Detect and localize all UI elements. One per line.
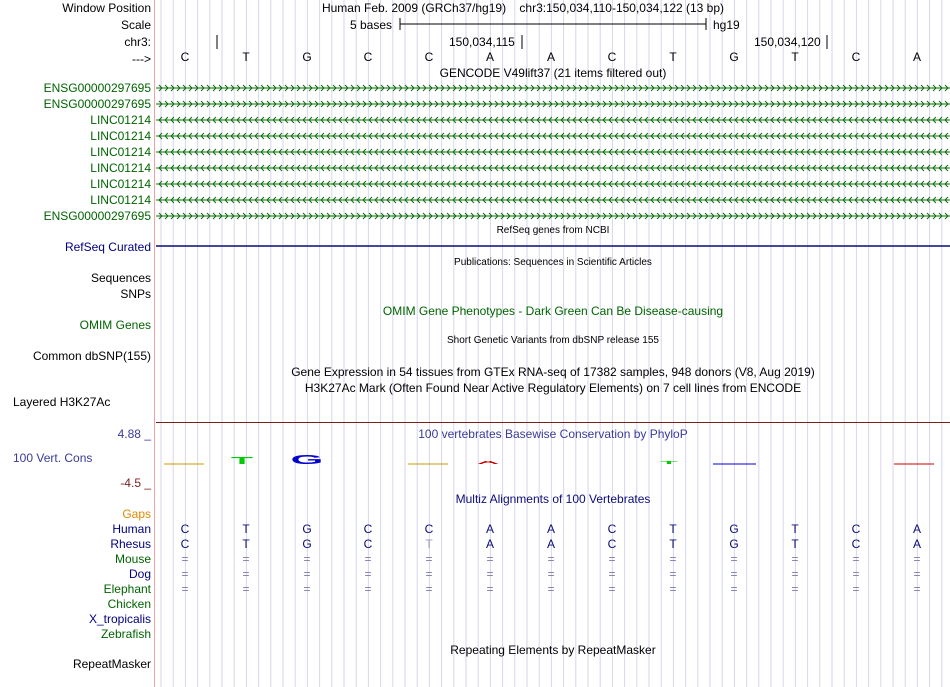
track-area[interactable] (156, 0, 950, 687)
species-zebrafish-label[interactable]: Zebrafish (100, 627, 151, 641)
gencode-title[interactable]: GENCODE V49lift37 (21 items filtered out) (439, 66, 667, 80)
identity-marker: = (242, 582, 250, 596)
human-base: C (851, 522, 861, 536)
rhesus-base: T (791, 537, 799, 551)
position-text: chr3:150,034,110-150,034,122 (13 bp) (519, 1, 725, 15)
identity-marker: = (486, 567, 494, 581)
identity-marker: = (486, 582, 494, 596)
gencode-feature-line[interactable] (156, 149, 950, 155)
identity-marker: = (669, 582, 677, 596)
human-base: C (424, 522, 434, 536)
multiz-title[interactable]: Multiz Alignments of 100 Vertebrates (455, 492, 651, 506)
base-letter: A (912, 50, 921, 64)
snps-track-label[interactable]: SNPs (120, 287, 151, 301)
base-letter: T (791, 50, 799, 64)
base-letter: T (669, 50, 677, 64)
rhesus-base: G (729, 537, 739, 551)
species-elephant-label[interactable]: Elephant (103, 582, 151, 596)
gencode-features[interactable] (156, 80, 950, 225)
rhesus-base: C (607, 537, 617, 551)
identity-marker: = (669, 567, 677, 581)
species-xtropicalis-label[interactable]: X_tropicalis (88, 612, 151, 626)
sequences-track-label[interactable]: Sequences (90, 271, 151, 285)
rhesus-base: G (302, 537, 312, 551)
refseq-title[interactable]: RefSeq genes from NCBI (496, 225, 610, 236)
identity-marker: = (730, 567, 738, 581)
gtex-title[interactable]: Gene Expression in 54 tissues from GTEx RNA-seq of 17382 samples, 948 donors (V8, Aug 2019) (291, 365, 815, 379)
identity-marker: = (547, 582, 555, 596)
cons-min-label: -4.5 _ (120, 476, 151, 490)
identity-marker: = (791, 567, 799, 581)
base-letter: A (485, 50, 494, 64)
cons-letter-t: T (230, 454, 254, 467)
omim-track-label[interactable]: OMIM Genes (79, 318, 151, 332)
identity-marker: = (181, 552, 189, 566)
scale-label[interactable]: Scale (120, 18, 151, 32)
identity-marker: = (242, 567, 250, 581)
species-chicken-label[interactable]: Chicken (107, 597, 151, 611)
strand-arrow-label[interactable]: ---> (132, 52, 151, 66)
scale-bases-text: 5 bases (350, 18, 393, 32)
human-base: C (363, 522, 373, 536)
scale-db-text: hg19 (713, 18, 740, 32)
gencode-item-label[interactable]: LINC01214 (90, 129, 151, 143)
identity-marker: = (608, 567, 616, 581)
identity-marker: = (486, 552, 494, 566)
rhesus-base: C (363, 537, 373, 551)
human-base: A (912, 522, 921, 536)
gencode-feature-line[interactable] (156, 101, 950, 107)
cons-letter-t2: T (660, 460, 678, 466)
species-dog-label[interactable]: Dog (128, 567, 151, 581)
human-base: T (669, 522, 677, 536)
rhesus-base: T (669, 537, 677, 551)
species-mouse-label[interactable]: Mouse (114, 552, 151, 566)
species-human-label[interactable]: Human (112, 522, 151, 536)
identity-marker: = (913, 552, 921, 566)
rhesus-base: A (912, 537, 921, 551)
cons-max-label: 4.88 _ (117, 427, 151, 441)
dbsnp-title[interactable]: Short Genetic Variants from dbSNP release 155 (447, 335, 659, 346)
identity-marker: = (852, 552, 860, 566)
repeatmasker-track-label[interactable]: RepeatMasker (72, 657, 151, 671)
conservation-logo[interactable] (156, 440, 950, 480)
gencode-feature-line[interactable] (156, 165, 950, 171)
window-position-header (126, 1, 920, 15)
identity-marker: = (303, 552, 311, 566)
layered-h3k27ac-label[interactable]: Layered H3K27Ac (13, 395, 111, 409)
gencode-item-label[interactable]: ENSG00000297695 (43, 209, 151, 223)
identity-marker: = (913, 582, 921, 596)
identity-marker: = (547, 567, 555, 581)
gencode-feature-line[interactable] (156, 133, 950, 139)
human-base: G (729, 522, 739, 536)
h3k27ac-title[interactable]: H3K27Ac Mark (Often Found Near Active Regulatory Elements) on 7 cell lines from ENCODE (304, 381, 802, 395)
human-base: A (485, 522, 494, 536)
identity-marker: = (547, 552, 555, 566)
identity-marker: = (303, 567, 311, 581)
identity-marker: = (364, 567, 372, 581)
rhesus-base: C (180, 537, 190, 551)
cons-track-label[interactable]: 100 Vert. Cons (13, 451, 93, 465)
ruler-pos-a: 150,034,115 (449, 35, 515, 49)
base-letter: A (546, 50, 555, 64)
gencode-feature-line[interactable] (156, 213, 950, 219)
human-base: T (791, 522, 799, 536)
base-letter: T (242, 50, 250, 64)
identity-marker: = (852, 582, 860, 596)
human-base: C (607, 522, 617, 536)
identity-marker: = (425, 582, 433, 596)
identity-marker: = (730, 582, 738, 596)
gencode-item-label[interactable]: LINC01214 (90, 161, 151, 175)
scale-bar (399, 16, 709, 32)
gencode-item-label[interactable]: LINC01214 (90, 113, 151, 127)
gencode-feature-line[interactable] (156, 117, 950, 123)
chr-label[interactable]: chr3: (124, 35, 151, 49)
rhesus-base: T (242, 537, 250, 551)
rhesus-base: A (485, 537, 494, 551)
dbsnp-track-label[interactable]: Common dbSNP(155) (32, 349, 151, 363)
identity-marker: = (669, 552, 677, 566)
identity-marker: = (364, 582, 372, 596)
publications-title[interactable]: Publications: Sequences in Scientific Articles (454, 257, 652, 268)
identity-marker: = (913, 567, 921, 581)
rhesus-base: C (851, 537, 861, 551)
phylop-title[interactable]: 100 vertebrates Basewise Conservation by PhyloP (418, 427, 688, 441)
refseq-track-label[interactable]: RefSeq Curated (64, 240, 151, 254)
refseq-feature[interactable] (156, 238, 950, 254)
identity-marker: = (608, 582, 616, 596)
identity-marker: = (791, 582, 799, 596)
base-letter: C (607, 50, 617, 64)
human-base: C (180, 522, 190, 536)
gencode-item-label[interactable]: LINC01214 (90, 193, 151, 207)
rhesus-base: A (546, 537, 555, 551)
gencode-feature-line[interactable] (156, 181, 950, 187)
omim-title[interactable]: OMIM Gene Phenotypes - Dark Green Can Be Disease-causing (382, 304, 724, 318)
gencode-item-label[interactable]: ENSG00000297695 (43, 81, 151, 95)
gaps-label[interactable]: Gaps (122, 507, 151, 521)
cons-letter-g: G (290, 452, 324, 467)
human-base: T (242, 522, 250, 536)
base-letter: C (851, 50, 861, 64)
rhesus-base: T (425, 537, 433, 551)
label-separator (154, 0, 155, 687)
repeatmasker-title[interactable]: Repeating Elements by RepeatMasker (450, 643, 656, 657)
human-base: G (302, 522, 312, 536)
assembly-text: Human Feb. 2009 (GRCh37/hg19) (321, 1, 507, 15)
base-letter: G (302, 50, 312, 64)
identity-marker: = (181, 567, 189, 581)
base-letter: C (424, 50, 434, 64)
identity-marker: = (425, 567, 433, 581)
identity-marker: = (852, 567, 860, 581)
base-letter: C (363, 50, 373, 64)
base-letter: G (729, 50, 739, 64)
identity-marker: = (242, 552, 250, 566)
cons-letter-a: A (476, 460, 500, 465)
gencode-feature-line[interactable] (156, 197, 950, 203)
human-base: A (546, 522, 555, 536)
base-letter: C (180, 50, 190, 64)
identity-marker: = (364, 552, 372, 566)
gencode-item-label[interactable]: LINC01214 (90, 145, 151, 159)
identity-marker: = (303, 582, 311, 596)
gencode-feature-line[interactable] (156, 85, 950, 91)
identity-marker: = (425, 552, 433, 566)
identity-marker: = (608, 552, 616, 566)
identity-marker: = (730, 552, 738, 566)
track-label-column (0, 0, 153, 687)
cons-top-border (156, 422, 950, 423)
window-position-label[interactable]: Window Position (62, 1, 151, 15)
gencode-item-label[interactable]: ENSG00000297695 (43, 97, 151, 111)
identity-marker: = (791, 552, 799, 566)
identity-marker: = (181, 582, 189, 596)
ruler-pos-b: 150,034,120 (754, 35, 821, 49)
ruler (156, 33, 950, 51)
gencode-item-label[interactable]: LINC01214 (90, 177, 151, 191)
species-rhesus-label[interactable]: Rhesus (110, 537, 151, 551)
